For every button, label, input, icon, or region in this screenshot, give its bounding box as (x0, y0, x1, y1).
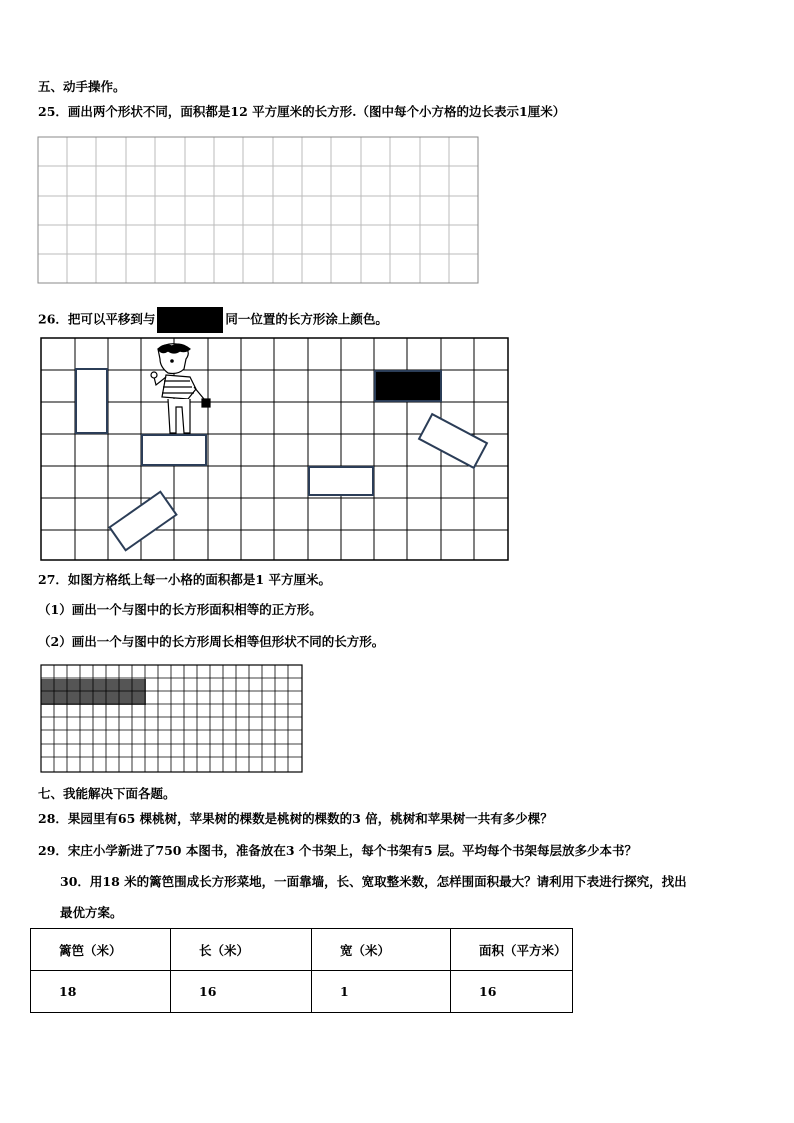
shaded-rectangle (41, 679, 146, 705)
question-27: 27．如图方格纸上每一小格的面积都是1 平方厘米。 (38, 572, 331, 587)
fence-table (30, 928, 573, 1013)
question-30-line-1: 30．用18 米的篱笆围成长方形菜地，一面靠墙，长、宽取整米数，怎样围面积最大？请利用下表进行探究，找出 (60, 874, 687, 889)
section-5-title: 五、动手操作。 (38, 79, 126, 94)
table-header-row (31, 929, 573, 971)
section-7-title: 七、我能解决下面各题。 (38, 786, 176, 801)
header-length: 长（米） (171, 929, 312, 971)
table-row (31, 971, 573, 1013)
rectangle-vertical[interactable] (76, 369, 107, 433)
header-fence: 篱笆（米） (31, 929, 171, 971)
rectangle-center[interactable] (309, 467, 373, 495)
q27-grid[interactable] (40, 664, 304, 774)
question-26 (38, 307, 388, 333)
question-27-part-2: （2）画出一个与图中的长方形周长相等但形状不同的长方形。 (38, 634, 385, 649)
question-26-before: 26．把可以平移到与 (38, 311, 156, 327)
question-29: 29．宋庄小学新进了750 本图书，准备放在3 个书架上，每个书架有5 层。平均每个书架每层放多少本书？ (38, 843, 637, 858)
boy-figure (151, 344, 210, 433)
question-25: 25．画出两个形状不同，面积都是12 平方厘米的长方形.（图中每个小方格的边长表示1厘米） (38, 104, 566, 119)
question-28: 28．果园里有65 棵桃树，苹果树的棵数是桃树的棵数的3 倍，桃树和苹果树一共有多少棵？ (38, 811, 553, 826)
rectangle-tilted-left[interactable] (110, 492, 177, 550)
cell-area[interactable]: 16 (451, 971, 573, 1013)
cell-fence[interactable]: 18 (31, 971, 171, 1013)
question-26-after: 同一位置的长方形涂上颜色。 (225, 311, 388, 327)
cell-length[interactable]: 16 (171, 971, 312, 1013)
rectangle-target (375, 371, 441, 401)
rectangle-boy-base[interactable] (142, 435, 206, 465)
header-width: 宽（米） (312, 929, 451, 971)
q25-grid[interactable] (37, 136, 480, 285)
target-rectangle-swatch (157, 307, 223, 333)
question-30-line-2: 最优方案。 (60, 905, 123, 920)
cell-width[interactable]: 1 (312, 971, 451, 1013)
rectangle-tilted-right[interactable] (419, 414, 487, 468)
header-area: 面积（平方米） (451, 929, 573, 971)
q26-grid[interactable] (40, 337, 510, 562)
question-27-part-1: （1）画出一个与图中的长方形面积相等的正方形。 (38, 602, 322, 617)
